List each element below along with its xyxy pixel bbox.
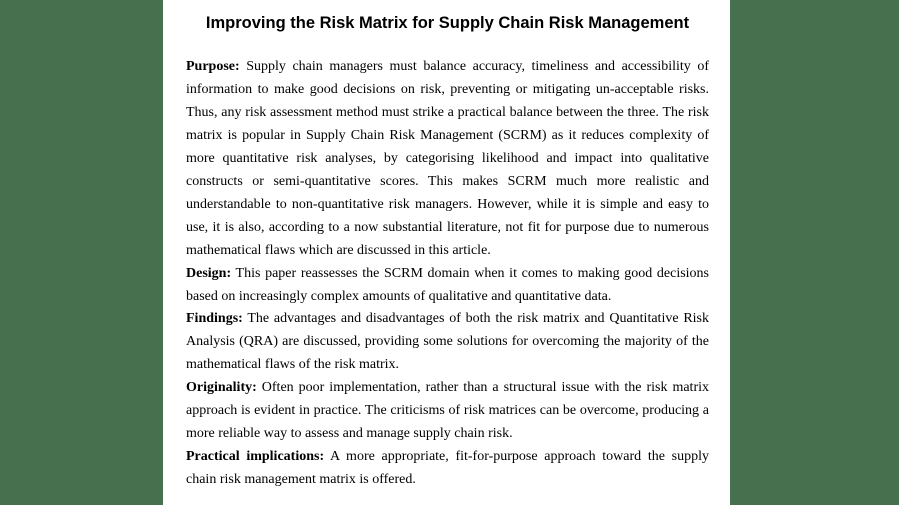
paragraph-practical-implications-label: Practical implications: bbox=[186, 449, 325, 465]
paragraph-findings-label: Findings: bbox=[186, 311, 243, 327]
paragraph-originality-label: Originality: bbox=[186, 380, 257, 396]
paragraph-originality bbox=[186, 377, 709, 446]
abstract-section bbox=[186, 56, 709, 492]
paragraph-purpose-label: Purpose: bbox=[186, 59, 240, 74]
paragraph-purpose-text: Supply chain managers must balance accuracy, timeliness and accessibility of information to make good decisions on risk, preventing or mitigating un-acceptable risks. Thus, any risk assessment method must strike a practical balance between the three. The risk matrix is popular in Supply Chain Risk Management (SCRM) as it reduces complexity of more quantitative risk analyses, by categorising likelihood and impact into qualitative constructs or semi-quantitative scores. This makes SCRM much more realistic and understandable to non-quantitative risk managers. However, while it is simple and easy to use, it is also, according to a now substantial literature, not fit for purpose due to numerous mathematical flaws which are discussed in this article. bbox=[186, 59, 710, 258]
paragraph-design bbox=[186, 263, 709, 309]
paragraph-originality-text: Often poor implementation, rather than a structural issue with the risk matrix approach is evident in practice. The criticisms of risk matrices can be overcome, producing a more reliable way to assess and manage supply chain risk. bbox=[186, 380, 709, 442]
paragraph-findings bbox=[186, 308, 709, 377]
document-page bbox=[163, 0, 730, 505]
page-title: Improving the Risk Matrix for Supply Chain Risk Management bbox=[205, 14, 690, 32]
paragraph-purpose bbox=[186, 56, 709, 263]
paragraph-findings-text: The advantages and disadvantages of both the risk matrix and Quantitative Risk Analysis (QRA) are discussed, providing some solutions for overcoming the majority of the mathematical flaws of the risk matrix. bbox=[186, 311, 710, 373]
paragraph-design-text: This paper reassesses the SCRM domain when it comes to making good decisions based on increasingly complex amounts of qualitative and quantitative data. bbox=[186, 265, 709, 304]
paragraph-practical-implications-text: A more appropriate, fit-for-purpose approach toward the supply chain risk management matrix is offered. bbox=[186, 449, 709, 488]
paragraph-practical-implications bbox=[186, 446, 709, 492]
paragraph-design-label: Design: bbox=[186, 265, 232, 281]
